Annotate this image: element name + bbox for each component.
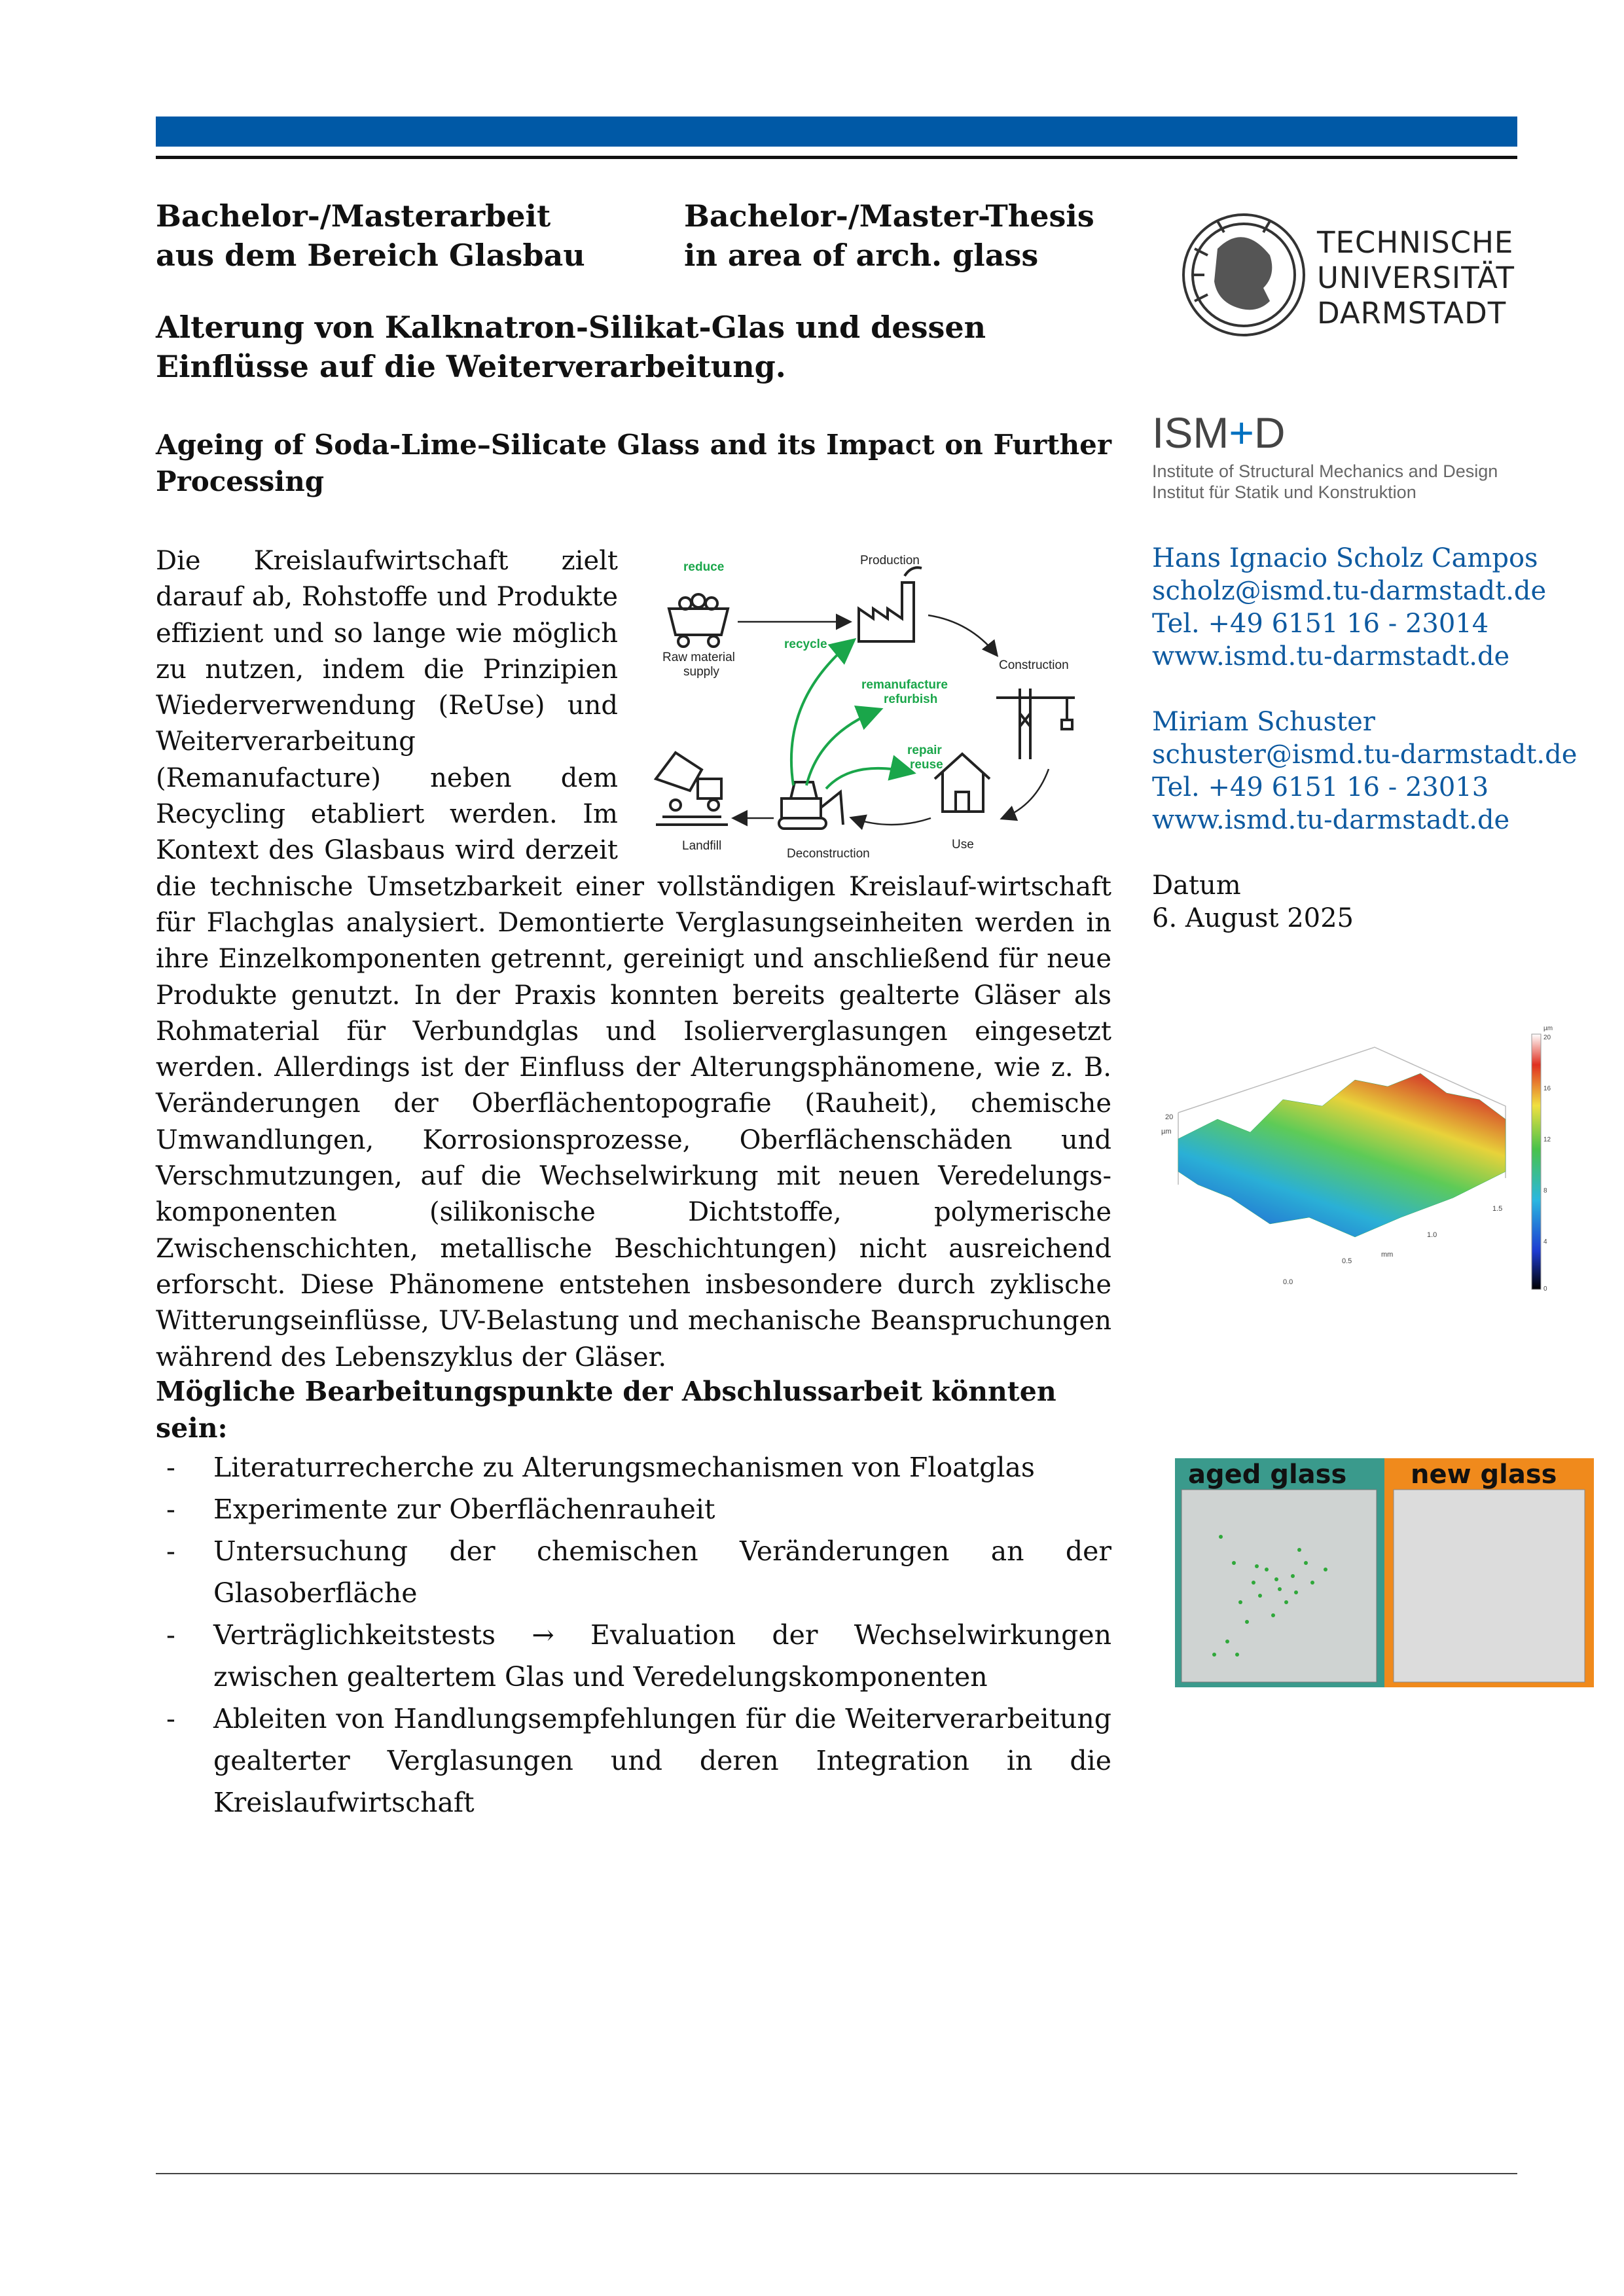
crane-icon (996, 689, 1075, 759)
label-reuse: reuse (910, 758, 943, 772)
list-item: - Verträglichkeitstests → Evaluation der Wechselwirkungen zwischen gealtertem Glas und Veredelungskomponenten (156, 1614, 1111, 1698)
scale-tick: 20 (1543, 1034, 1551, 1041)
new-glass-label: new glass (1411, 1460, 1557, 1490)
label-repair: repair (907, 744, 942, 757)
list-item: - Ableiten von Handlungsempfehlungen für die Weiterverarbeitung gealterter Verglasungen und deren Integration in die Kreislaufwirtschaft (156, 1698, 1111, 1823)
contact-phone: Tel. +49 6151 16 - 23013 (1152, 772, 1489, 802)
thesis-title-german: Alterung von Kalknatron-Silikat-Glas und dessen Einflüsse auf die Weiterverarbeitung. (156, 310, 986, 384)
scale-unit: µm (1543, 1025, 1553, 1032)
contact-card-2 (1152, 706, 1577, 836)
bulldozer-icon (779, 782, 843, 829)
thesis-type-english (684, 196, 1142, 275)
ismd-mark-right: D (1254, 408, 1286, 457)
contact-card-1 (1152, 542, 1546, 673)
header-rule (156, 156, 1517, 159)
label-recycle: recycle (784, 637, 827, 651)
ismd-mark-plus: + (1229, 408, 1254, 457)
scale-tick: 16 (1543, 1085, 1551, 1092)
label-use: Use (952, 838, 974, 852)
surface-topography-image (1139, 1021, 1558, 1309)
tu-line3: DARMSTADT (1317, 296, 1507, 331)
header-blue-bar (156, 117, 1517, 147)
ismd-logo (1152, 408, 1498, 503)
list-item: - Experimente zur Oberflächenrauheit (156, 1488, 1111, 1530)
contact-name: Hans Ignacio Scholz Campos (1152, 543, 1538, 573)
thesis-type-german-line1: Bachelor-/Masterarbeit (156, 198, 551, 234)
tasks-list (156, 1446, 1111, 1823)
ismd-subtitle (1152, 461, 1498, 503)
contact-email-link[interactable]: scholz@ismd.tu-darmstadt.de (1152, 576, 1547, 606)
scale-tick: 8 (1543, 1187, 1547, 1194)
footer-rule (156, 2173, 1517, 2174)
list-item: - Literaturrecherche zu Alterungsmechanismen von Floatglas (156, 1446, 1111, 1488)
arrow-recycle (791, 641, 852, 785)
date-value: 6. August 2025 (1152, 903, 1354, 933)
label-production: Production (860, 554, 920, 567)
arrow-construction-to-use (1003, 769, 1049, 818)
label-refurbish: refurbish (884, 692, 938, 706)
axis-unit: mm (1381, 1251, 1394, 1259)
thesis-type-german-line2: aus dem Bereich Glasbau (156, 238, 585, 273)
contact-web-link[interactable]: www.ismd.tu-darmstadt.de (1152, 805, 1510, 835)
thesis-type-german (156, 196, 653, 275)
list-item: - Untersuchung der chemischen Veränderungen an der Glasoberfläche (156, 1530, 1111, 1614)
ismd-subtitle-de: Institut für Statik und Konstruktion (1152, 482, 1416, 502)
ismd-mark-left: ISM (1152, 408, 1229, 457)
arrow-remanufacture (806, 710, 878, 785)
date-label: Datum (1152, 870, 1241, 901)
contact-name: Miriam Schuster (1152, 707, 1375, 737)
label-landfill: Landfill (682, 839, 722, 853)
aged-glass-label: aged glass (1188, 1460, 1347, 1490)
surface-mesh (1178, 1073, 1506, 1237)
label-reduce: reduce (683, 560, 725, 574)
axis-tick: 1.0 (1427, 1231, 1437, 1239)
arrow-reuse (826, 768, 911, 789)
tu-darmstadt-wordmark (1317, 225, 1515, 331)
label-construction: Construction (999, 658, 1069, 672)
scale-tick: 4 (1543, 1238, 1547, 1246)
label-remanufacture: remanufacture (861, 678, 948, 692)
tasks-heading: Mögliche Bearbeitungspunkte der Abschlussarbeit könnten sein: (156, 1376, 1056, 1444)
athena-head-icon (1183, 215, 1304, 335)
date-block (1152, 869, 1354, 935)
thesis-title-english: Ageing of Soda-Lime–Silicate Glass and its Impact on Further Processing (156, 429, 1111, 497)
factory-icon (859, 567, 922, 641)
tu-line1: TECHNISCHE (1317, 225, 1514, 260)
contact-phone: Tel. +49 6151 16 - 23014 (1152, 609, 1489, 639)
color-scale-bar (1532, 1034, 1541, 1289)
contact-web-link[interactable]: www.ismd.tu-darmstadt.de (1152, 641, 1510, 672)
scale-tick: 0 (1543, 1285, 1547, 1293)
thesis-type-english-line2: in area of arch. glass (684, 238, 1039, 273)
axis-tick: 0.5 (1342, 1257, 1352, 1265)
circular-economy-diagram (630, 543, 1111, 862)
label-raw-material-1: Raw material (662, 651, 735, 664)
label-raw-material-2: supply (683, 665, 719, 679)
arrow-production-to-construction (928, 615, 996, 655)
tu-line2: UNIVERSITÄT (1317, 260, 1515, 295)
ismd-mark (1152, 408, 1498, 457)
axis-tick: 1.5 (1492, 1205, 1503, 1213)
contact-email-link[interactable]: schuster@ismd.tu-darmstadt.de (1152, 740, 1578, 770)
thesis-type-english-line1: Bachelor-/Master-Thesis (684, 198, 1094, 234)
aged-vs-new-glass-image (1175, 1458, 1594, 1687)
z-axis-unit: µm (1161, 1128, 1172, 1136)
ismd-subtitle-en: Institute of Structural Mechanics and Design (1152, 461, 1498, 481)
axis-tick: 0.0 (1283, 1278, 1293, 1286)
description-paragraph (156, 543, 1111, 1376)
dump-truck-icon (656, 753, 728, 825)
z-tick: 20 (1165, 1113, 1174, 1121)
scale-tick: 12 (1543, 1136, 1551, 1143)
description-text: Die Kreislaufwirtschaft zielt darauf ab, Rohstoffe und Produkte effizient und so lange wie möglich zu nutzen, indem die Prinzipien Wiederverwendung (ReUse) und Weiterverarbeitung (Remanufacture) neben dem Recycling etabliert werden. Im Kontext des Glasbaus wird derzeit die technische Umsetzbarkeit einer vollständigen Kreislauf-wirtschaft für Flachglas analysiert. Demontierte Verglasungseinheiten werden in ihre Einzelkomponenten getrennt, gereinigt und anschließend für neue Produkte genutzt. In der Praxis konnten bereits gealterte Gläser als Rohmaterial für Verbundglas und Isolierverglasungen eingesetzt werden. Allerdings ist der Einfluss der Alterungsphänomene, wie z. B. Veränderungen der Oberflächentopografie (Rauheit), chemische Umwandlungen, Korrosionsprozesse, Oberflächenschäden und Verschmutzungen, auf die Wechselwirkung mit neuen Veredelungs-komponenten (silikonische Dichtstoffe, polymerische Zwischenschichten, metallische Beschichtungen) nicht ausreichend erforscht. Diese Phänomene entstehen insbesondere durch zyklische Witterungseinflüsse, UV-Belastung und mechanische Beanspruchungen während des Lebenszyklus der Gläser. (156, 546, 1111, 1372)
arrow-use-to-deconstruction (852, 818, 931, 825)
mine-cart-icon (669, 594, 728, 647)
label-deconstruction: Deconstruction (787, 847, 870, 861)
